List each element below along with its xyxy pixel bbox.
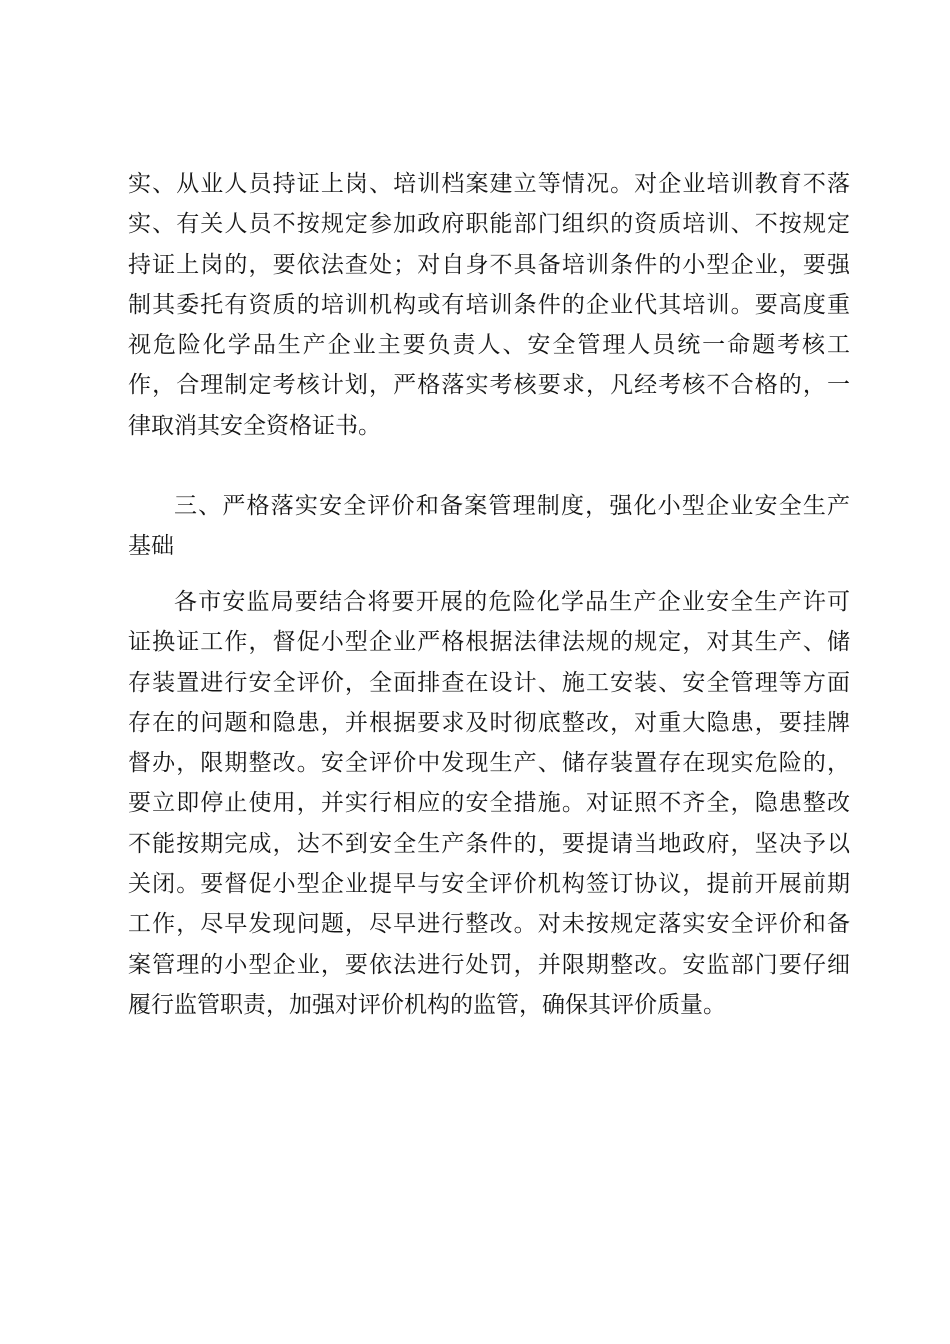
text-line: 实、有关人员不按规定参加政府职能部门组织的资质培训、不按规定: [128, 211, 850, 238]
text-line: 存装置进行安全评价，全面排查在设计、施工安装、安全管理等方面: [128, 669, 850, 696]
text-line: 工作，尽早发现问题，尽早进行整改。对未按规定落实安全评价和备: [128, 911, 850, 938]
section-heading-3: [128, 486, 850, 567]
text-line: 证换证工作，督促小型企业严格根据法律法规的规定，对其生产、储: [128, 629, 850, 656]
text-line: 督办，限期整改。安全评价中发现生产、储存装置存在现实危险的，: [128, 750, 850, 777]
text-line: 存在的问题和隐患，并根据要求及时彻底整改，对重大隐患，要挂牌: [128, 709, 850, 736]
heading-line: 三、严格落实安全评价和备案管理制度，强化小型企业安全生产: [174, 493, 850, 519]
text-line: 不能按期完成，达不到安全生产条件的，要提请当地政府，坚决予以: [128, 830, 850, 857]
paragraph-training: [128, 164, 850, 446]
text-line: 律取消其安全资格证书。: [128, 412, 381, 439]
text-line: 持证上岗的，要依法查处；对自身不具备培训条件的小型企业，要强: [128, 251, 850, 278]
heading-line: 基础: [128, 533, 174, 560]
text-line: 作，合理制定考核计划，严格落实考核要求，凡经考核不合格的，一: [128, 372, 850, 399]
text-line: 履行监管职责，加强对评价机构的监管，确保其评价质量。: [128, 991, 726, 1018]
text-line: 要立即停止使用，并实行相应的安全措施。对证照不齐全，隐患整改: [128, 790, 850, 817]
text-line: 各市安监局要结合将要开展的危险化学品生产企业安全生产许可: [174, 589, 850, 615]
paragraph-safety-evaluation: [128, 582, 850, 1025]
text-line: 制其委托有资质的培训机构或有培训条件的企业代其培训。要高度重: [128, 291, 850, 318]
text-line: 视危险化学品生产企业主要负责人、安全管理人员统一命题考核工: [128, 332, 850, 359]
text-line: 实、从业人员持证上岗、培训档案建立等情况。对企业培训教育不落: [128, 171, 850, 197]
text-line: 关闭。要督促小型企业提早与安全评价机构签订协议，提前开展前期: [128, 871, 850, 898]
text-line: 案管理的小型企业，要依法进行处罚，并限期整改。安监部门要仔细: [128, 951, 850, 978]
